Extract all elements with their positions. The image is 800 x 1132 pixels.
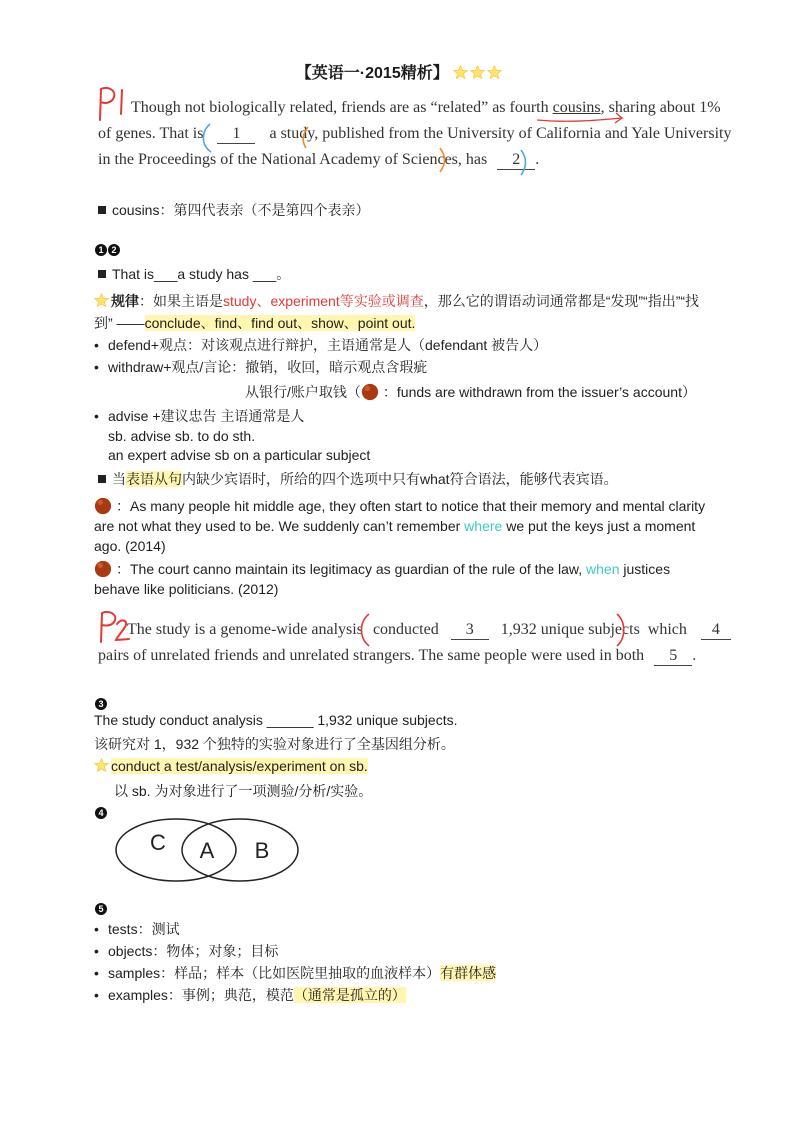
q3-english: The study conduct analysis ______ 1,932 unique subjects. bbox=[94, 712, 458, 728]
question-5-label: 5 bbox=[95, 900, 108, 918]
q5-tests: • tests：测试 bbox=[94, 921, 180, 937]
q12-that-is: That is___a study has ___。 bbox=[98, 264, 290, 284]
venn-label-c: C bbox=[150, 830, 166, 855]
passage-p2-line1: The study is a genome-wide analysis conducted 3 1,932 unique subjects which 4 bbox=[127, 621, 731, 640]
basketball-icon bbox=[94, 497, 112, 515]
advise-example-1: sb. advise sb. to do sth. bbox=[108, 428, 256, 444]
cousins-note: cousins：第四代表亲（不是第四个表亲） bbox=[98, 200, 369, 220]
rule-label: 规律 bbox=[111, 293, 139, 309]
venn-diagram bbox=[110, 812, 310, 888]
word-cousins: cousins bbox=[552, 99, 601, 116]
example-2014-line1: ：As many people hit middle age, they often start to notice that their memory and mental clarity bbox=[94, 496, 705, 516]
withdraw-item-2: 从银行/账户取钱（ ：funds are withdrawn from the issuer’s account） bbox=[245, 384, 696, 400]
blank-3[interactable]: 3 bbox=[451, 621, 489, 640]
q12-rule-line2: 到” ——conclude、find、find out、show、point out. bbox=[94, 315, 416, 331]
withdraw-item: • withdraw+观点/言论：撤销，收回，暗示观点含瑕疵 bbox=[94, 359, 428, 375]
title-text: 【英语一·2015精析】 bbox=[295, 65, 449, 82]
passage-p1-line3: in the Proceedings of the National Academy of Sciences, has 2 . bbox=[98, 151, 540, 168]
q12-rule-line1: 规律：如果主语是study、experiment等实验或调查，那么它的谓语动词通常都是“发现”“指出”“找 bbox=[94, 291, 699, 311]
advise-item: • advise +建议忠告 主语通常是人 bbox=[94, 408, 305, 424]
q5-samples: • samples：样品；样本（比如医院里抽取的血液样本）有群体感 bbox=[94, 965, 497, 981]
clause-note: 当表语从句内缺少宾语时，所给的四个选项中只有what符合语法，能够代表宾语。 bbox=[98, 469, 618, 489]
question-3-label: 3 bbox=[95, 695, 108, 713]
defend-item: • defend+观点：对该观点进行辩护，主语通常是人（defendant 被告人） bbox=[94, 337, 548, 353]
q3-chinese: 该研究对 1，932 个独特的实验对象进行了全基因组分析。 bbox=[94, 736, 455, 752]
q3-tip: conduct a test/analysis/experiment on sb. bbox=[94, 758, 368, 774]
advise-example-2: an expert advise sb on a particular subject bbox=[108, 447, 371, 463]
q3-tip-chinese: 以 sb. 为对象进行了一项测验/分析/实验。 bbox=[114, 783, 373, 799]
venn-label-a: A bbox=[199, 838, 215, 863]
square-bullet-icon bbox=[98, 475, 106, 483]
basketball-icon bbox=[361, 383, 379, 401]
blank-2[interactable]: 2 bbox=[497, 151, 535, 170]
blank-5[interactable]: 5 bbox=[654, 647, 692, 666]
q5-objects: • objects：物体；对象；目标 bbox=[94, 943, 279, 959]
passage-p1-line2: of genes. That is 1 a study, published from the University of California and Yale University bbox=[98, 125, 732, 142]
blank-4[interactable]: 4 bbox=[701, 621, 731, 640]
rule-red-text: study、experiment等实验或调查 bbox=[223, 293, 424, 309]
star-icon bbox=[94, 293, 109, 308]
q5-examples: • examples：事例；典范，模范（通常是孤立的） bbox=[94, 987, 406, 1003]
example-2014-line2: are not what they used to be. We suddenly can’t remember where we put the keys just a moment bbox=[94, 518, 696, 534]
passage-p2-line2: pairs of unrelated friends and unrelated strangers. The same people were used in both 5 . bbox=[98, 647, 697, 664]
example-2012-line1: ：The court canno maintain its legitimacy as guardian of the rule of the law, when justices bbox=[94, 559, 670, 579]
passage-p1-line1: Though not biologically related, friends are as “related” as fourth cousins, sharing about 1% bbox=[131, 99, 721, 116]
p1-annotation-marks bbox=[0, 0, 800, 200]
star-icon bbox=[94, 758, 109, 773]
example-2014-line3: ago. (2014) bbox=[94, 538, 166, 554]
example-2012-line2: behave like politicians. (2012) bbox=[94, 581, 279, 597]
square-bullet-icon bbox=[98, 270, 106, 278]
basketball-icon bbox=[94, 560, 112, 578]
rule-highlight: conclude、find、find out、show、point out. bbox=[144, 315, 416, 331]
question-1-2-label: 1 2 bbox=[95, 241, 121, 259]
p2-annotation-marks bbox=[0, 600, 800, 660]
square-bullet-icon bbox=[98, 206, 106, 214]
question-4-label: 4 bbox=[95, 804, 108, 822]
venn-label-b: B bbox=[254, 838, 270, 863]
blank-1[interactable]: 1 bbox=[217, 125, 255, 144]
